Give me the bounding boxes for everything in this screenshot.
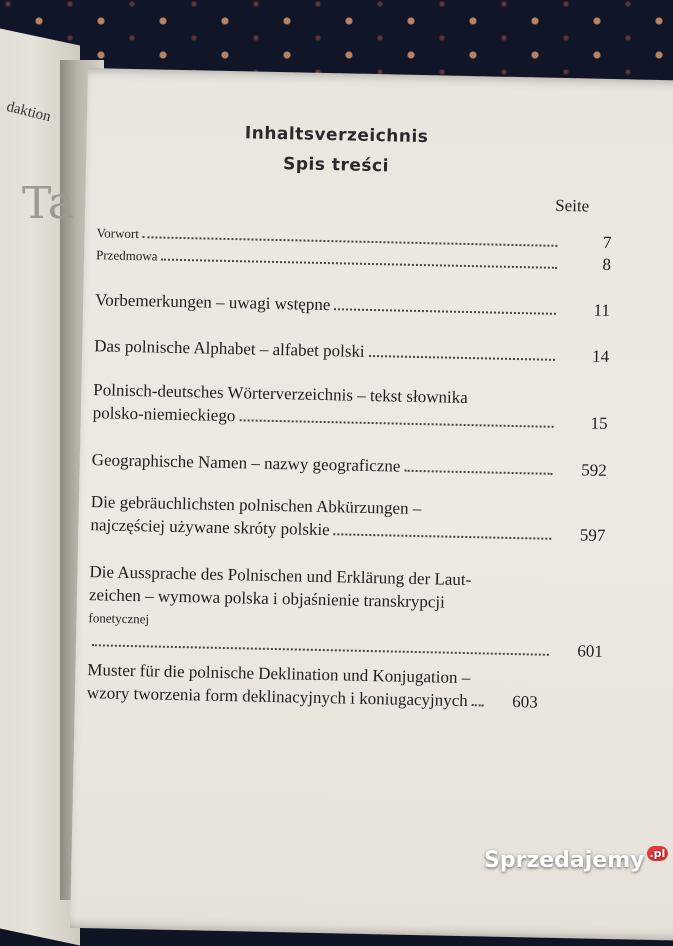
toc-page-number: 15: [590, 413, 608, 433]
leader-dots: [472, 704, 484, 706]
toc-page-number: 597: [579, 525, 606, 545]
toc-entry: [87, 658, 603, 715]
toc-entry-text: zeichen – wymowa polska i objaśnienie transkrypcji: [88, 585, 446, 612]
toc-entry: [90, 490, 606, 547]
watermark-text: Sprzedajemy: [484, 848, 645, 873]
toc-entry-text: polsko-niemieckiego: [92, 403, 236, 426]
heading-german: Inhaltsverzeichnis: [244, 123, 429, 148]
leader-dots: [92, 644, 549, 656]
toc-page-number: 601: [577, 641, 604, 661]
leader-dots: [161, 259, 557, 269]
toc-entry: [95, 288, 610, 322]
toc-entry-text: Geographische Namen – nazwy geograficzne: [91, 450, 401, 476]
leader-dots: [334, 308, 556, 315]
toc-entry-text: najczęściej używane skróty polskie: [90, 515, 330, 540]
leader-dots: [239, 419, 553, 428]
toc-entry: [92, 448, 607, 482]
left-page-edge-glyphs: Ta: [22, 178, 75, 229]
toc-entry-text: Das polnische Alphabet – alfabet polski: [93, 336, 365, 361]
toc-page-number: 14: [591, 346, 610, 366]
toc-entry-text: Muster für die polnische Deklination und Konjugation –: [87, 660, 471, 688]
toc-entry-text: Polnisch-deutsches Wörterverzeichnis – tekst słownika: [93, 380, 468, 408]
left-page-edge-text: daktion: [4, 98, 53, 126]
leader-dots: [404, 470, 552, 475]
toc-page-number: 603: [512, 692, 538, 712]
toc-entry: [93, 378, 609, 435]
toc-entry: [88, 560, 605, 663]
toc-page-number: 8: [602, 254, 612, 274]
toc-entry-text: wzory tworzenia form deklinacyjnych i koniugacyjnych: [86, 683, 469, 711]
toc-entry-text: fonetycznej: [88, 610, 150, 627]
watermark-logo: [484, 848, 668, 873]
toc-page-number: 11: [593, 300, 611, 320]
leader-dots: [369, 355, 555, 361]
toc-entry-text: Vorwort: [96, 225, 140, 242]
toc-entry-text: Die gebräuchlichsten polnischen Abkürzungen –: [90, 492, 422, 519]
toc-page-number: 592: [580, 460, 607, 480]
toc-page-number: 7: [602, 232, 612, 252]
page-column-label: Seite: [555, 195, 590, 216]
toc-entry: [94, 334, 609, 368]
toc-entry-text: Przedmowa: [95, 247, 158, 264]
leader-dots: [334, 533, 552, 540]
table-of-contents-page: [70, 68, 673, 941]
toc-entry-text: Vorbemerkungen – uwagi wstępne: [94, 290, 331, 315]
watermark-suffix: .pl: [647, 846, 669, 861]
heading-polish: Spis treści: [282, 154, 390, 177]
toc-entry-text: Die Aussprache des Polnischen und Erklärung der Laut-: [89, 562, 472, 590]
